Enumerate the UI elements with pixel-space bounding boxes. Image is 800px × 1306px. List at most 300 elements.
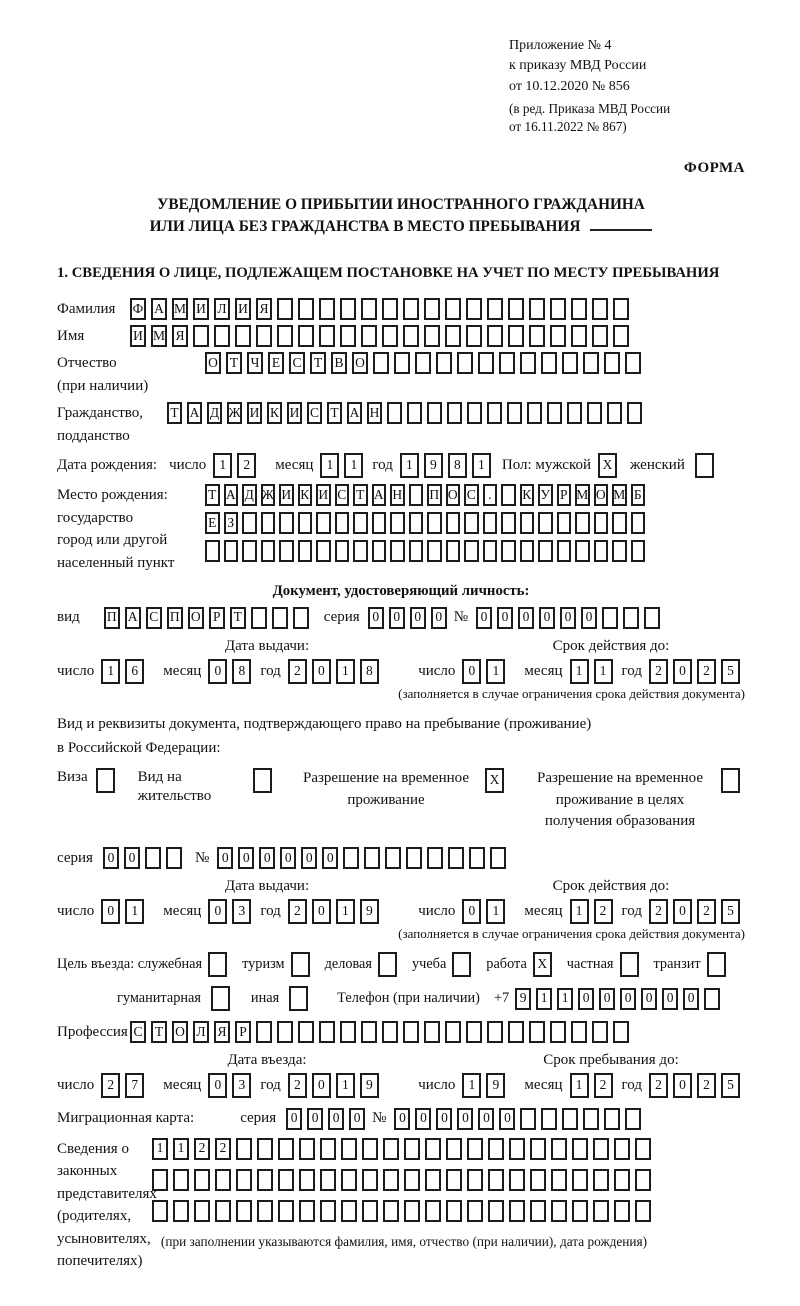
char-cell[interactable] <box>436 352 452 374</box>
char-cell[interactable] <box>604 352 620 374</box>
char-cell[interactable]: К <box>267 402 282 424</box>
char-cell[interactable]: 1 <box>336 1073 355 1098</box>
char-cell[interactable] <box>538 540 553 562</box>
char-cell[interactable] <box>291 952 310 977</box>
char-cell[interactable] <box>488 1138 504 1160</box>
char-cell[interactable] <box>529 298 545 320</box>
char-cell[interactable] <box>427 402 442 424</box>
char-cell[interactable]: 9 <box>515 988 531 1010</box>
char-cell[interactable] <box>614 1169 630 1191</box>
char-cell[interactable]: 0 <box>301 847 317 869</box>
char-cell[interactable] <box>635 1200 651 1222</box>
char-cell[interactable] <box>335 540 350 562</box>
char-cell[interactable] <box>467 1138 483 1160</box>
char-cell[interactable] <box>614 1138 630 1160</box>
char-cell[interactable] <box>490 847 506 869</box>
char-cell[interactable]: 2 <box>697 659 716 684</box>
char-cell[interactable] <box>530 1200 546 1222</box>
char-cell[interactable] <box>551 1138 567 1160</box>
char-cell[interactable] <box>644 607 660 629</box>
char-cell[interactable] <box>572 1169 588 1191</box>
char-cell[interactable] <box>415 352 431 374</box>
char-cell[interactable] <box>409 484 424 506</box>
char-cell[interactable] <box>293 607 309 629</box>
char-cell[interactable]: 3 <box>232 1073 251 1098</box>
char-cell[interactable] <box>612 540 627 562</box>
char-cell[interactable] <box>594 540 609 562</box>
char-cell[interactable]: 0 <box>101 899 120 924</box>
char-cell[interactable]: М <box>172 298 188 320</box>
char-cell[interactable]: С <box>464 484 479 506</box>
char-cell[interactable] <box>501 540 516 562</box>
char-cell[interactable]: 1 <box>320 453 339 478</box>
char-cell[interactable]: С <box>335 484 350 506</box>
char-cell[interactable] <box>205 540 220 562</box>
char-cell[interactable]: 0 <box>578 988 594 1010</box>
char-cell[interactable] <box>340 1021 356 1043</box>
char-cell[interactable]: 0 <box>368 607 384 629</box>
char-cell[interactable] <box>508 325 524 347</box>
char-cell[interactable] <box>279 540 294 562</box>
char-cell[interactable] <box>613 1021 629 1043</box>
char-cell[interactable]: 3 <box>232 899 251 924</box>
char-cell[interactable] <box>557 512 572 534</box>
char-cell[interactable]: 0 <box>238 847 254 869</box>
char-cell[interactable] <box>425 1169 441 1191</box>
char-cell[interactable]: 7 <box>125 1073 144 1098</box>
char-cell[interactable]: 2 <box>215 1138 231 1160</box>
char-cell[interactable]: 5 <box>721 899 740 924</box>
char-cell[interactable] <box>541 352 557 374</box>
char-cell[interactable]: И <box>193 298 209 320</box>
char-cell[interactable]: Ж <box>261 484 276 506</box>
char-cell[interactable] <box>446 1169 462 1191</box>
char-cell[interactable] <box>575 540 590 562</box>
char-cell[interactable]: 2 <box>594 899 613 924</box>
char-cell[interactable]: 2 <box>237 453 256 478</box>
char-cell[interactable] <box>320 1138 336 1160</box>
char-cell[interactable]: Я <box>172 325 188 347</box>
char-cell[interactable]: 0 <box>599 988 615 1010</box>
char-cell[interactable] <box>378 952 397 977</box>
char-cell[interactable] <box>445 298 461 320</box>
char-cell[interactable]: М <box>575 484 590 506</box>
char-cell[interactable] <box>394 352 410 374</box>
char-cell[interactable] <box>487 1021 503 1043</box>
char-cell[interactable] <box>487 325 503 347</box>
char-cell[interactable]: Б <box>631 484 646 506</box>
char-cell[interactable]: 0 <box>415 1108 431 1130</box>
char-cell[interactable]: 0 <box>641 988 657 1010</box>
char-cell[interactable] <box>424 325 440 347</box>
char-cell[interactable]: 0 <box>217 847 233 869</box>
char-cell[interactable] <box>194 1200 210 1222</box>
char-cell[interactable] <box>96 768 115 793</box>
char-cell[interactable] <box>403 1021 419 1043</box>
char-cell[interactable] <box>166 847 182 869</box>
char-cell[interactable] <box>341 1138 357 1160</box>
char-cell[interactable] <box>635 1138 651 1160</box>
char-cell[interactable] <box>319 298 335 320</box>
char-cell[interactable]: 1 <box>125 899 144 924</box>
char-cell[interactable]: 0 <box>307 1108 323 1130</box>
char-cell[interactable] <box>390 540 405 562</box>
char-cell[interactable]: 9 <box>424 453 443 478</box>
char-cell[interactable] <box>383 1200 399 1222</box>
char-cell[interactable] <box>467 1169 483 1191</box>
char-cell[interactable]: С <box>289 352 305 374</box>
char-cell[interactable] <box>341 1169 357 1191</box>
char-cell[interactable] <box>547 402 562 424</box>
char-cell[interactable] <box>529 1021 545 1043</box>
char-cell[interactable] <box>467 1200 483 1222</box>
char-cell[interactable]: 1 <box>173 1138 189 1160</box>
char-cell[interactable]: 0 <box>410 607 426 629</box>
char-cell[interactable] <box>385 847 401 869</box>
char-cell[interactable] <box>353 512 368 534</box>
char-cell[interactable]: С <box>307 402 322 424</box>
char-cell[interactable] <box>457 352 473 374</box>
char-cell[interactable] <box>571 298 587 320</box>
char-cell[interactable]: Ж <box>227 402 242 424</box>
char-cell[interactable] <box>623 607 639 629</box>
char-cell[interactable]: И <box>130 325 146 347</box>
char-cell[interactable]: С <box>130 1021 146 1043</box>
char-cell[interactable] <box>445 1021 461 1043</box>
char-cell[interactable] <box>362 1200 378 1222</box>
char-cell[interactable]: И <box>287 402 302 424</box>
char-cell[interactable]: 0 <box>259 847 275 869</box>
char-cell[interactable] <box>507 402 522 424</box>
char-cell[interactable] <box>446 540 461 562</box>
char-cell[interactable]: О <box>594 484 609 506</box>
char-cell[interactable] <box>194 1169 210 1191</box>
char-cell[interactable]: 1 <box>462 1073 481 1098</box>
char-cell[interactable] <box>298 298 314 320</box>
char-cell[interactable]: Т <box>310 352 326 374</box>
char-cell[interactable]: 0 <box>312 1073 331 1098</box>
char-cell[interactable] <box>592 1021 608 1043</box>
char-cell[interactable]: 1 <box>400 453 419 478</box>
char-cell[interactable]: 9 <box>360 1073 379 1098</box>
char-cell[interactable] <box>602 607 618 629</box>
char-cell[interactable] <box>261 540 276 562</box>
char-cell[interactable]: 0 <box>322 847 338 869</box>
char-cell[interactable] <box>256 1021 272 1043</box>
char-cell[interactable]: П <box>167 607 183 629</box>
char-cell[interactable] <box>319 1021 335 1043</box>
char-cell[interactable]: П <box>427 484 442 506</box>
char-cell[interactable] <box>467 402 482 424</box>
char-cell[interactable]: 0 <box>208 659 227 684</box>
char-cell[interactable] <box>551 1200 567 1222</box>
char-cell[interactable]: 1 <box>336 659 355 684</box>
char-cell[interactable]: У <box>538 484 553 506</box>
char-cell[interactable] <box>478 352 494 374</box>
char-cell[interactable] <box>571 325 587 347</box>
char-cell[interactable] <box>530 1169 546 1191</box>
char-cell[interactable] <box>277 298 293 320</box>
char-cell[interactable] <box>299 1169 315 1191</box>
char-cell[interactable]: 9 <box>486 1073 505 1098</box>
char-cell[interactable] <box>236 1169 252 1191</box>
char-cell[interactable] <box>427 847 443 869</box>
char-cell[interactable] <box>320 1200 336 1222</box>
char-cell[interactable]: 0 <box>208 899 227 924</box>
char-cell[interactable] <box>173 1169 189 1191</box>
char-cell[interactable] <box>224 540 239 562</box>
char-cell[interactable] <box>152 1169 168 1191</box>
char-cell[interactable]: 1 <box>472 453 491 478</box>
char-cell[interactable]: Ф <box>130 298 146 320</box>
char-cell[interactable] <box>592 325 608 347</box>
char-cell[interactable] <box>448 847 464 869</box>
char-cell[interactable] <box>215 1200 231 1222</box>
char-cell[interactable] <box>215 1169 231 1191</box>
char-cell[interactable]: 2 <box>101 1073 120 1098</box>
char-cell[interactable]: 0 <box>280 847 296 869</box>
char-cell[interactable]: X <box>485 768 504 793</box>
char-cell[interactable] <box>530 1138 546 1160</box>
char-cell[interactable]: 0 <box>103 847 119 869</box>
char-cell[interactable] <box>343 847 359 869</box>
char-cell[interactable]: X <box>533 952 552 977</box>
char-cell[interactable] <box>353 540 368 562</box>
char-cell[interactable] <box>335 512 350 534</box>
char-cell[interactable] <box>298 325 314 347</box>
char-cell[interactable]: 0 <box>286 1108 302 1130</box>
char-cell[interactable] <box>466 325 482 347</box>
char-cell[interactable]: О <box>205 352 221 374</box>
char-cell[interactable]: 0 <box>499 1108 515 1130</box>
char-cell[interactable]: О <box>446 484 461 506</box>
char-cell[interactable] <box>277 1021 293 1043</box>
char-cell[interactable] <box>340 325 356 347</box>
char-cell[interactable] <box>562 1108 578 1130</box>
char-cell[interactable] <box>425 1138 441 1160</box>
char-cell[interactable]: Н <box>390 484 405 506</box>
char-cell[interactable]: Ч <box>247 352 263 374</box>
title-blank-underline[interactable] <box>590 217 652 231</box>
char-cell[interactable] <box>446 512 461 534</box>
char-cell[interactable]: Т <box>205 484 220 506</box>
char-cell[interactable] <box>364 847 380 869</box>
char-cell[interactable] <box>538 512 553 534</box>
char-cell[interactable] <box>567 402 582 424</box>
char-cell[interactable]: 0 <box>673 899 692 924</box>
char-cell[interactable]: 2 <box>194 1138 210 1160</box>
char-cell[interactable]: И <box>316 484 331 506</box>
char-cell[interactable] <box>464 512 479 534</box>
char-cell[interactable]: Я <box>256 298 272 320</box>
char-cell[interactable] <box>520 512 535 534</box>
char-cell[interactable]: С <box>146 607 162 629</box>
char-cell[interactable]: 0 <box>478 1108 494 1130</box>
char-cell[interactable] <box>613 325 629 347</box>
char-cell[interactable] <box>466 298 482 320</box>
char-cell[interactable]: 0 <box>518 607 534 629</box>
char-cell[interactable]: 1 <box>152 1138 168 1160</box>
char-cell[interactable] <box>487 402 502 424</box>
char-cell[interactable] <box>152 1200 168 1222</box>
char-cell[interactable]: 1 <box>101 659 120 684</box>
char-cell[interactable]: 5 <box>721 1073 740 1098</box>
char-cell[interactable] <box>387 402 402 424</box>
char-cell[interactable] <box>253 768 272 793</box>
char-cell[interactable] <box>372 512 387 534</box>
char-cell[interactable]: Н <box>367 402 382 424</box>
char-cell[interactable] <box>695 453 714 478</box>
char-cell[interactable] <box>707 952 726 977</box>
char-cell[interactable] <box>298 1021 314 1043</box>
char-cell[interactable] <box>572 1138 588 1160</box>
char-cell[interactable]: 5 <box>721 659 740 684</box>
char-cell[interactable] <box>508 1021 524 1043</box>
char-cell[interactable]: Я <box>214 1021 230 1043</box>
char-cell[interactable] <box>279 512 294 534</box>
char-cell[interactable] <box>299 1138 315 1160</box>
char-cell[interactable] <box>193 325 209 347</box>
char-cell[interactable] <box>403 298 419 320</box>
char-cell[interactable] <box>527 402 542 424</box>
char-cell[interactable] <box>251 607 267 629</box>
char-cell[interactable] <box>211 986 230 1011</box>
char-cell[interactable] <box>469 847 485 869</box>
char-cell[interactable] <box>425 1200 441 1222</box>
char-cell[interactable]: П <box>104 607 120 629</box>
char-cell[interactable] <box>341 1200 357 1222</box>
char-cell[interactable]: В <box>331 352 347 374</box>
char-cell[interactable] <box>236 1138 252 1160</box>
char-cell[interactable]: 1 <box>570 659 589 684</box>
char-cell[interactable] <box>550 1021 566 1043</box>
char-cell[interactable] <box>575 512 590 534</box>
char-cell[interactable] <box>551 1169 567 1191</box>
char-cell[interactable]: 0 <box>457 1108 473 1130</box>
char-cell[interactable] <box>487 298 503 320</box>
char-cell[interactable] <box>319 325 335 347</box>
char-cell[interactable]: 0 <box>476 607 492 629</box>
char-cell[interactable] <box>361 298 377 320</box>
char-cell[interactable]: 8 <box>448 453 467 478</box>
char-cell[interactable]: 1 <box>486 899 505 924</box>
char-cell[interactable] <box>278 1169 294 1191</box>
char-cell[interactable]: 0 <box>349 1108 365 1130</box>
char-cell[interactable] <box>214 325 230 347</box>
char-cell[interactable]: Е <box>205 512 220 534</box>
char-cell[interactable] <box>593 1200 609 1222</box>
char-cell[interactable] <box>236 1200 252 1222</box>
char-cell[interactable] <box>587 402 602 424</box>
char-cell[interactable] <box>320 1169 336 1191</box>
char-cell[interactable] <box>403 325 419 347</box>
char-cell[interactable] <box>607 402 622 424</box>
char-cell[interactable] <box>278 1200 294 1222</box>
char-cell[interactable] <box>466 1021 482 1043</box>
char-cell[interactable]: 2 <box>697 1073 716 1098</box>
char-cell[interactable]: 8 <box>232 659 251 684</box>
char-cell[interactable] <box>242 512 257 534</box>
char-cell[interactable] <box>541 1108 557 1130</box>
char-cell[interactable] <box>446 1138 462 1160</box>
char-cell[interactable]: 0 <box>208 1073 227 1098</box>
char-cell[interactable] <box>382 1021 398 1043</box>
char-cell[interactable]: 0 <box>683 988 699 1010</box>
char-cell[interactable]: А <box>347 402 362 424</box>
char-cell[interactable]: 2 <box>649 659 668 684</box>
char-cell[interactable]: И <box>279 484 294 506</box>
char-cell[interactable] <box>257 1200 273 1222</box>
char-cell[interactable]: 1 <box>557 988 573 1010</box>
char-cell[interactable] <box>409 540 424 562</box>
char-cell[interactable] <box>409 512 424 534</box>
char-cell[interactable] <box>614 1200 630 1222</box>
char-cell[interactable] <box>557 540 572 562</box>
char-cell[interactable]: 1 <box>486 659 505 684</box>
char-cell[interactable] <box>404 1169 420 1191</box>
char-cell[interactable] <box>509 1138 525 1160</box>
char-cell[interactable] <box>625 352 641 374</box>
char-cell[interactable] <box>382 298 398 320</box>
char-cell[interactable]: З <box>224 512 239 534</box>
char-cell[interactable]: 2 <box>649 1073 668 1098</box>
char-cell[interactable] <box>594 512 609 534</box>
char-cell[interactable]: 0 <box>462 899 481 924</box>
char-cell[interactable] <box>550 325 566 347</box>
char-cell[interactable]: А <box>151 298 167 320</box>
char-cell[interactable]: А <box>187 402 202 424</box>
char-cell[interactable] <box>278 1138 294 1160</box>
char-cell[interactable]: 0 <box>312 899 331 924</box>
char-cell[interactable] <box>529 325 545 347</box>
char-cell[interactable]: 0 <box>497 607 513 629</box>
char-cell[interactable] <box>257 1169 273 1191</box>
char-cell[interactable]: А <box>125 607 141 629</box>
char-cell[interactable] <box>445 325 461 347</box>
char-cell[interactable]: 0 <box>462 659 481 684</box>
char-cell[interactable]: О <box>188 607 204 629</box>
char-cell[interactable]: 0 <box>673 1073 692 1098</box>
char-cell[interactable]: 1 <box>344 453 363 478</box>
char-cell[interactable] <box>407 402 422 424</box>
char-cell[interactable] <box>488 1169 504 1191</box>
char-cell[interactable] <box>631 512 646 534</box>
char-cell[interactable]: 8 <box>360 659 379 684</box>
char-cell[interactable] <box>613 298 629 320</box>
char-cell[interactable]: 1 <box>536 988 552 1010</box>
char-cell[interactable]: Л <box>214 298 230 320</box>
char-cell[interactable] <box>173 1200 189 1222</box>
char-cell[interactable] <box>446 1200 462 1222</box>
char-cell[interactable] <box>593 1169 609 1191</box>
char-cell[interactable]: Р <box>209 607 225 629</box>
char-cell[interactable] <box>499 352 515 374</box>
char-cell[interactable]: М <box>612 484 627 506</box>
char-cell[interactable]: 0 <box>312 659 331 684</box>
char-cell[interactable]: Е <box>268 352 284 374</box>
char-cell[interactable] <box>612 512 627 534</box>
char-cell[interactable] <box>272 607 288 629</box>
char-cell[interactable] <box>631 540 646 562</box>
char-cell[interactable] <box>208 952 227 977</box>
char-cell[interactable] <box>583 1108 599 1130</box>
char-cell[interactable] <box>583 352 599 374</box>
char-cell[interactable]: Р <box>557 484 572 506</box>
char-cell[interactable]: 2 <box>697 899 716 924</box>
char-cell[interactable] <box>483 512 498 534</box>
char-cell[interactable]: X <box>598 453 617 478</box>
char-cell[interactable]: 1 <box>213 453 232 478</box>
